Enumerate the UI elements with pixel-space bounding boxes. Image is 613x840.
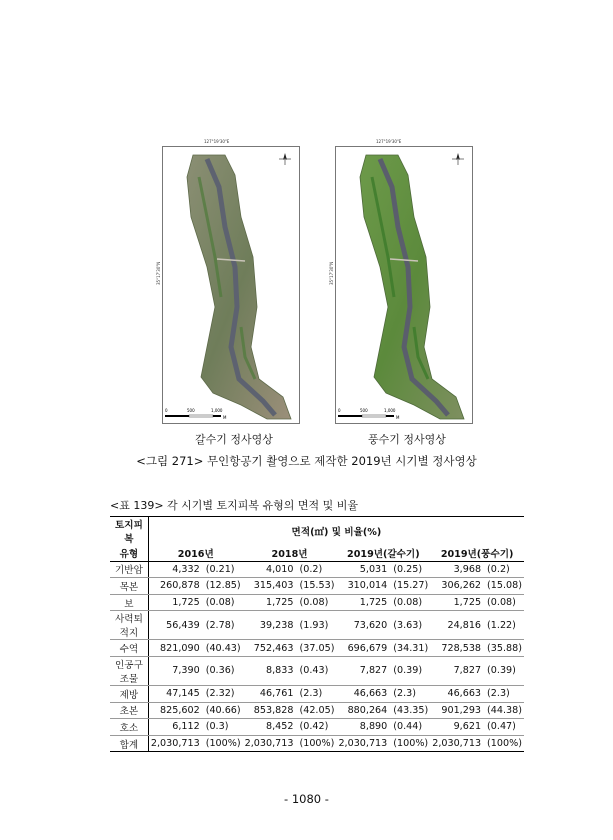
north-arrow-icon bbox=[279, 153, 291, 165]
area-value: 6,112 bbox=[148, 719, 203, 736]
area-value: 1,725 bbox=[243, 594, 298, 611]
ratio-value: (3.63) bbox=[391, 611, 430, 640]
area-value: 24,816 bbox=[430, 611, 485, 640]
area-value: 696,679 bbox=[336, 640, 391, 657]
area-value: 315,403 bbox=[243, 578, 298, 595]
land-cover-type: 초본 bbox=[110, 702, 148, 719]
svg-text:0: 0 bbox=[165, 408, 168, 413]
land-cover-type: 기반암 bbox=[110, 561, 148, 578]
ratio-value: (0.21) bbox=[204, 561, 243, 578]
ratio-value: (12.85) bbox=[204, 578, 243, 595]
area-value: 4,332 bbox=[148, 561, 203, 578]
ratio-value: (43.35) bbox=[391, 702, 430, 719]
dry-season-river-image bbox=[163, 147, 299, 423]
table-header-row bbox=[110, 517, 524, 546]
ratio-value: (0.43) bbox=[297, 656, 336, 685]
svg-text:M: M bbox=[396, 415, 400, 420]
ratio-value: (40.43) bbox=[204, 640, 243, 657]
table-row bbox=[110, 578, 524, 595]
ratio-value: (0.08) bbox=[297, 594, 336, 611]
area-value: 1,725 bbox=[430, 594, 485, 611]
map-coord-top: 127°19'30"E bbox=[376, 139, 402, 144]
map-coord-left: 35°17'30"N bbox=[329, 261, 334, 285]
land-cover-type: 목본 bbox=[110, 578, 148, 595]
land-cover-type: 호소 bbox=[110, 719, 148, 736]
ratio-value: (0.2) bbox=[297, 561, 336, 578]
land-cover-type: 수역 bbox=[110, 640, 148, 657]
map-caption: 갈수기 정사영상 bbox=[195, 433, 273, 446]
ratio-value: (15.27) bbox=[391, 578, 430, 595]
ratio-value: (15.08) bbox=[485, 578, 524, 595]
land-cover-type: 합계 bbox=[110, 735, 148, 752]
area-value: 7,827 bbox=[430, 656, 485, 685]
svg-text:1,000: 1,000 bbox=[384, 408, 396, 413]
svg-text:M: M bbox=[223, 415, 227, 420]
land-cover-type: 보 bbox=[110, 594, 148, 611]
table-row bbox=[110, 685, 524, 702]
area-value: 1,725 bbox=[336, 594, 391, 611]
area-value: 46,663 bbox=[430, 685, 485, 702]
ratio-value: (2.78) bbox=[204, 611, 243, 640]
ratio-value: (40.66) bbox=[204, 702, 243, 719]
wet-season-orthoimage bbox=[335, 146, 473, 424]
area-value: 7,827 bbox=[336, 656, 391, 685]
area-value: 5,031 bbox=[336, 561, 391, 578]
area-value: 1,725 bbox=[148, 594, 203, 611]
ratio-value: (0.08) bbox=[485, 594, 524, 611]
table-caption: <표 139> 각 시기별 토지피복 유형의 면적 및 비율 bbox=[110, 499, 359, 512]
ratio-value: (42.05) bbox=[297, 702, 336, 719]
land-cover-type: 사력퇴적지 bbox=[110, 611, 148, 640]
ratio-value: (15.53) bbox=[297, 578, 336, 595]
ratio-value: (0.2) bbox=[485, 561, 524, 578]
table-row bbox=[110, 594, 524, 611]
svg-text:500: 500 bbox=[360, 408, 368, 413]
area-value: 2,030,713 bbox=[243, 735, 298, 752]
land-cover-type: 인공구조물 bbox=[110, 656, 148, 685]
area-value: 901,293 bbox=[430, 702, 485, 719]
table-row bbox=[110, 735, 524, 752]
table-row bbox=[110, 561, 524, 578]
ratio-value: (0.39) bbox=[485, 656, 524, 685]
header-group: 면적(㎡) 및 비율(%) bbox=[148, 517, 524, 546]
ratio-value: (100%) bbox=[391, 735, 430, 752]
svg-text:1,000: 1,000 bbox=[211, 408, 223, 413]
table-row bbox=[110, 611, 524, 640]
header-type-bottom: 유형 bbox=[110, 545, 148, 561]
ratio-value: (100%) bbox=[204, 735, 243, 752]
land-cover-type: 제방 bbox=[110, 685, 148, 702]
ratio-value: (0.42) bbox=[297, 719, 336, 736]
area-value: 56,439 bbox=[148, 611, 203, 640]
page-number: - 1080 - bbox=[284, 792, 329, 806]
area-value: 3,968 bbox=[430, 561, 485, 578]
ratio-value: (37.05) bbox=[297, 640, 336, 657]
area-value: 853,828 bbox=[243, 702, 298, 719]
area-value: 821,090 bbox=[148, 640, 203, 657]
area-value: 728,538 bbox=[430, 640, 485, 657]
area-value: 880,264 bbox=[336, 702, 391, 719]
ratio-value: (0.44) bbox=[391, 719, 430, 736]
ratio-value: (1.22) bbox=[485, 611, 524, 640]
svg-text:0: 0 bbox=[338, 408, 341, 413]
scale-bar bbox=[165, 408, 227, 420]
scale-bar bbox=[338, 408, 400, 420]
ratio-value: (0.08) bbox=[391, 594, 430, 611]
ratio-value: (0.08) bbox=[204, 594, 243, 611]
area-value: 260,878 bbox=[148, 578, 203, 595]
figure-caption: <그림 271> 무인항공기 촬영으로 제작한 2019년 시기별 정사영상 bbox=[136, 454, 477, 468]
ratio-value: (0.3) bbox=[204, 719, 243, 736]
ratio-value: (2.32) bbox=[204, 685, 243, 702]
table-row bbox=[110, 702, 524, 719]
area-value: 2,030,713 bbox=[430, 735, 485, 752]
ratio-value: (2.3) bbox=[297, 685, 336, 702]
wet-season-river-image bbox=[336, 147, 472, 423]
ratio-value: (100%) bbox=[485, 735, 524, 752]
area-value: 8,452 bbox=[243, 719, 298, 736]
ratio-value: (100%) bbox=[297, 735, 336, 752]
area-value: 752,463 bbox=[243, 640, 298, 657]
area-value: 8,833 bbox=[243, 656, 298, 685]
ratio-value: (0.39) bbox=[391, 656, 430, 685]
table-header-row bbox=[110, 545, 524, 561]
ratio-value: (44.38) bbox=[485, 702, 524, 719]
header-period: 2018년 bbox=[243, 545, 337, 561]
area-value: 47,145 bbox=[148, 685, 203, 702]
area-value: 2,030,713 bbox=[336, 735, 391, 752]
area-value: 2,030,713 bbox=[148, 735, 203, 752]
ratio-value: (0.36) bbox=[204, 656, 243, 685]
header-period: 2019년(풍수기) bbox=[430, 545, 524, 561]
table-row bbox=[110, 656, 524, 685]
north-arrow-icon bbox=[452, 153, 464, 165]
area-value: 9,621 bbox=[430, 719, 485, 736]
area-value: 825,602 bbox=[148, 702, 203, 719]
area-value: 39,238 bbox=[243, 611, 298, 640]
ratio-value: (2.3) bbox=[391, 685, 430, 702]
area-value: 46,663 bbox=[336, 685, 391, 702]
ratio-value: (35.88) bbox=[485, 640, 524, 657]
header-period: 2019년(갈수기) bbox=[336, 545, 430, 561]
area-value: 306,262 bbox=[430, 578, 485, 595]
area-value: 7,390 bbox=[148, 656, 203, 685]
ratio-value: (0.25) bbox=[391, 561, 430, 578]
ratio-value: (2.3) bbox=[485, 685, 524, 702]
map-caption: 풍수기 정사영상 bbox=[368, 433, 446, 446]
land-cover-table bbox=[110, 516, 524, 752]
area-value: 46,761 bbox=[243, 685, 298, 702]
map-coord-left: 35°17'30"N bbox=[156, 261, 161, 285]
area-value: 4,010 bbox=[243, 561, 298, 578]
table-row bbox=[110, 719, 524, 736]
dry-season-orthoimage bbox=[162, 146, 300, 424]
area-value: 73,620 bbox=[336, 611, 391, 640]
table-row bbox=[110, 640, 524, 657]
area-value: 310,014 bbox=[336, 578, 391, 595]
header-period: 2016년 bbox=[148, 545, 242, 561]
ratio-value: (1.93) bbox=[297, 611, 336, 640]
ratio-value: (34.31) bbox=[391, 640, 430, 657]
area-value: 8,890 bbox=[336, 719, 391, 736]
svg-text:500: 500 bbox=[187, 408, 195, 413]
ratio-value: (0.47) bbox=[485, 719, 524, 736]
map-coord-top: 127°19'30"E bbox=[204, 139, 230, 144]
header-type-top: 토지피복 bbox=[110, 517, 148, 546]
